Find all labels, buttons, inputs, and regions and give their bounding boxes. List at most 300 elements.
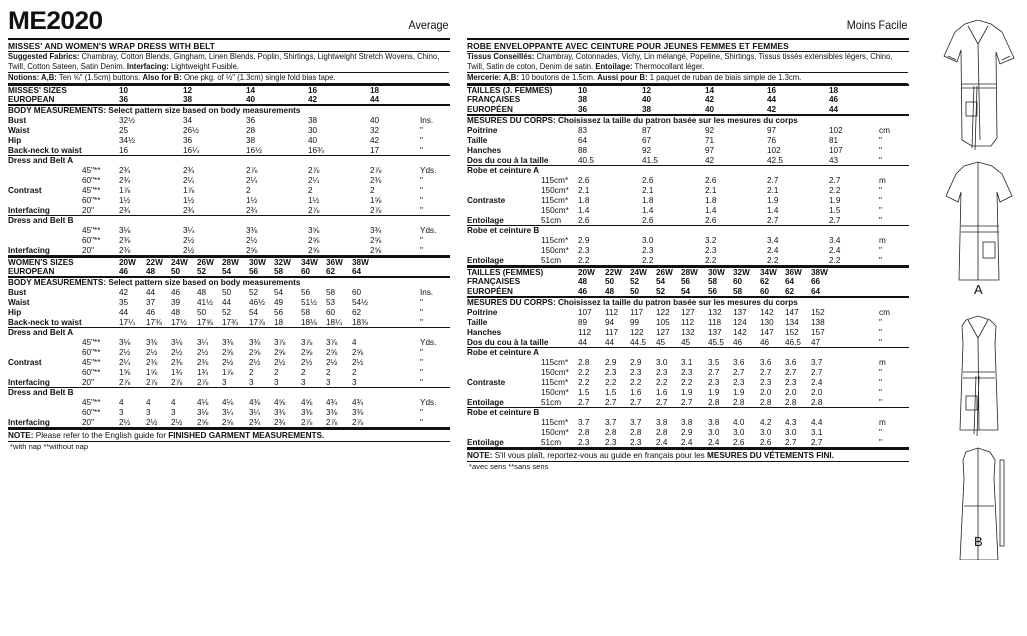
yardage-value: 3⅛ <box>171 338 183 347</box>
measurement-value: 18¼ <box>326 318 342 327</box>
yardage-value: 4⅜ <box>249 398 261 407</box>
measurement-value: 25 <box>119 126 129 135</box>
size-value: 46 <box>829 95 839 104</box>
unit-label: " <box>420 348 423 357</box>
size-value: 42 <box>767 105 777 114</box>
unit-label: " <box>420 298 423 307</box>
size-value: 50 <box>630 287 640 296</box>
yardage-heading <box>8 328 450 338</box>
measurement-row <box>467 136 909 146</box>
yardage-value: 2.2 <box>630 378 642 387</box>
unit-label: " <box>420 308 423 317</box>
measurement-value: 56 <box>301 288 311 297</box>
yardage-value: 2¾ <box>119 206 131 215</box>
yardage-value: 2.8 <box>785 398 797 407</box>
yardage-value: 2.0 <box>760 388 772 397</box>
yardage-value: 2⅞ <box>308 206 320 215</box>
fabric-width: 150cm* <box>541 186 569 195</box>
size-value: 62 <box>785 287 795 296</box>
size-value: 56 <box>249 267 259 276</box>
measurement-value: 76 <box>767 136 777 145</box>
yardage-row <box>467 246 909 256</box>
measurement-value: 132 <box>681 328 695 337</box>
yardage-value: 3⅛ <box>197 408 209 417</box>
heading-text: Robe et ceinture B <box>467 226 540 235</box>
fabric-width: 20" <box>82 418 95 427</box>
measurement-value: 117 <box>605 328 619 337</box>
yardage-row <box>8 186 450 196</box>
yardage-value: 2½ <box>246 236 258 245</box>
size-value: 10 <box>119 86 129 95</box>
size-value: 36 <box>578 105 588 114</box>
yardage-value: 2.1 <box>578 186 590 195</box>
size-value: 36W <box>785 268 802 277</box>
measurement-row <box>8 308 450 318</box>
yardage-value: 3 <box>119 408 124 417</box>
measurement-value: 124 <box>733 318 747 327</box>
measurement-value: 152 <box>785 328 799 337</box>
size-value: 36 <box>119 95 129 104</box>
also-text: 1 paquet de ruban de biais simple de 1.3cm. <box>647 73 802 82</box>
note-label: NOTE: <box>467 451 493 460</box>
measurement-value: 46½ <box>249 298 265 307</box>
yardage-row <box>8 236 450 246</box>
yardage-value: 2¼ <box>183 176 195 185</box>
yardage-value: 2.3 <box>605 438 617 447</box>
size-value: 28W <box>222 258 239 267</box>
measurement-value: 39 <box>171 298 181 307</box>
misses-size-row <box>8 95 450 105</box>
yardage-value: 1½ <box>183 196 195 205</box>
unit-label: Yds. <box>420 166 437 175</box>
measurement-value: 142 <box>733 328 747 337</box>
yardage-value: 3 <box>352 378 357 387</box>
yardage-value: 2.7 <box>829 176 841 185</box>
unit-label: " <box>879 428 882 437</box>
unit-label: " <box>879 186 882 195</box>
yardage-value: 3.6 <box>785 358 797 367</box>
size-value: 64 <box>785 277 795 286</box>
row-label: Interfacing <box>8 206 50 215</box>
yardage-value: 2.3 <box>630 368 642 377</box>
row-label: Interfacing <box>8 418 50 427</box>
measurement-value: 102 <box>767 146 781 155</box>
measurement-value: 46.5 <box>785 338 801 347</box>
yardage-value: 2½ <box>146 418 158 427</box>
measurement-value: 17 <box>370 146 380 155</box>
yardage-value: 2.3 <box>760 378 772 387</box>
yardage-value: 2.2 <box>605 378 617 387</box>
size-value: 22W <box>605 268 622 277</box>
measurement-value: 40 <box>308 136 318 145</box>
unit-label: cm <box>879 126 890 135</box>
yardage-value: 2.8 <box>733 398 745 407</box>
measurement-value: 17¾ <box>222 318 238 327</box>
note-bold: FINISHED GARMENT MEASUREMENTS. <box>168 431 325 440</box>
heading-text: BODY MEASUREMENTS: Select pattern size based on body measurements <box>8 106 301 115</box>
view-a-label: A <box>974 282 983 297</box>
yardage-value: 4.4 <box>811 418 823 427</box>
fabric-width: 45"** <box>82 166 101 175</box>
yardage-value: 2.3 <box>605 368 617 377</box>
heading-text: Robe et ceinture A <box>467 348 540 357</box>
yardage-value: 3⅛ <box>119 226 131 235</box>
fabric-width: 115cm* <box>541 418 569 427</box>
yardage-value: 2.7 <box>605 398 617 407</box>
yardage-value: 3⅞ <box>274 338 286 347</box>
notions-paragraph <box>8 73 448 84</box>
measurement-value: 35 <box>119 298 129 307</box>
measurement-value: 16½ <box>246 146 262 155</box>
heading-text: MESURES DU CORPS: Choisissez la taille du patron basée sur les mesures du corps <box>467 298 798 307</box>
measurement-value: 122 <box>656 308 670 317</box>
unit-label: " <box>879 136 882 145</box>
yardage-value: 2½ <box>171 348 183 357</box>
size-value: 50 <box>605 277 615 286</box>
yardage-value: 3 <box>222 378 227 387</box>
yardage-value: 2.1 <box>642 186 654 195</box>
size-value: 20W <box>578 268 595 277</box>
yardage-row <box>467 368 909 378</box>
notions-text: Ten ⅝" (1.5cm) buttons. <box>56 73 143 82</box>
misses-size-row <box>467 95 909 105</box>
unit-label: m <box>879 358 886 367</box>
size-value: 14 <box>246 86 256 95</box>
size-value: 18 <box>370 86 380 95</box>
yardage-value: 3⅜ <box>301 408 313 417</box>
technical-sketches <box>928 20 1023 580</box>
unit-label: " <box>420 206 423 215</box>
measurement-row <box>467 156 909 166</box>
yardage-value: 2.2 <box>656 378 668 387</box>
measurement-value: 134 <box>785 318 799 327</box>
measurement-value: 127 <box>656 328 670 337</box>
yardage-value: 2 <box>352 368 357 377</box>
yardage-value: 1.9 <box>829 196 841 205</box>
size-value: 44 <box>767 95 777 104</box>
measurement-value: 152 <box>811 308 825 317</box>
row-label: Interfacing <box>8 246 50 255</box>
measurement-value: 112 <box>578 328 592 337</box>
measurement-value: 46 <box>760 338 770 347</box>
yardage-value: 2.3 <box>705 246 717 255</box>
interfacing-text: Thermocollant léger. <box>632 62 705 71</box>
size-value: 38W <box>352 258 369 267</box>
measurement-value: 44.5 <box>630 338 646 347</box>
measurement-value: 36 <box>246 116 256 125</box>
yardage-value: 1.5 <box>829 206 841 215</box>
yardage-value: 3⅜ <box>352 408 364 417</box>
size-value: 10 <box>578 86 588 95</box>
yardage-value: 3⅝ <box>308 226 320 235</box>
yardage-value: 2.6 <box>642 216 654 225</box>
measurement-value: 89 <box>578 318 588 327</box>
unit-label: Ins. <box>420 116 434 125</box>
yardage-value: 3.7 <box>811 358 823 367</box>
notions-label: Notions: A,B: <box>8 73 57 82</box>
yardage-value: 2½ <box>183 246 195 255</box>
fabric-width: 45"** <box>82 338 101 347</box>
unit-label: " <box>879 378 882 387</box>
yardage-value: 4.3 <box>785 418 797 427</box>
yardage-value: 2.6 <box>733 438 745 447</box>
yardage-value: 3.2 <box>705 236 717 245</box>
row-label: Contrast <box>8 358 42 367</box>
yardage-value: 3⅜ <box>274 408 286 417</box>
yardage-value: 2¾ <box>183 206 195 215</box>
yardage-value: 2⅝ <box>249 348 261 357</box>
yardage-value: 2 <box>308 186 313 195</box>
measurement-value: 42 <box>119 288 129 297</box>
fabric-width: 150cm* <box>541 246 569 255</box>
yardage-value: 2⅝ <box>308 246 320 255</box>
size-value: 54 <box>222 267 232 276</box>
measurement-value: 45 <box>656 338 666 347</box>
english-column <box>8 6 450 452</box>
measurement-value: 49 <box>274 298 284 307</box>
size-value: 34W <box>301 258 318 267</box>
fabric-width: 60"** <box>82 348 101 357</box>
fabric-width: 150cm* <box>541 368 569 377</box>
yardage-value: 2.3 <box>642 246 654 255</box>
unit-label: " <box>420 378 423 387</box>
note-bold: MESURES DU VÉTEMENTS FINI. <box>707 451 834 460</box>
measurement-value: 71 <box>705 136 715 145</box>
yardage-value: 3.8 <box>656 418 668 427</box>
yardage-row <box>8 206 450 216</box>
unit-label: m <box>879 236 886 245</box>
yardage-heading <box>467 408 909 418</box>
measurement-row <box>467 146 909 156</box>
size-value: 50 <box>171 267 181 276</box>
fabric-width: 115cm* <box>541 358 569 367</box>
note-text: S'il vous plaît, reportez-vous au guide en français pour les <box>492 451 708 460</box>
yardage-value: 4¾ <box>352 398 364 407</box>
yardage-row <box>467 358 909 368</box>
measurement-value: 67 <box>642 136 652 145</box>
yardage-value: 2.8 <box>811 398 823 407</box>
yardage-value: 3 <box>249 378 254 387</box>
measurement-value: 40.5 <box>578 156 594 165</box>
size-value: 60 <box>301 267 311 276</box>
yardage-value: 2.2 <box>829 186 841 195</box>
size-value: 14 <box>705 86 715 95</box>
yardage-value: 3 <box>274 378 279 387</box>
size-value: 32W <box>274 258 291 267</box>
yardage-value: 2.3 <box>785 378 797 387</box>
women-size-row <box>8 267 450 277</box>
unit-label: " <box>879 438 882 447</box>
fabric-width: 45"** <box>82 398 101 407</box>
measurement-value: 94 <box>605 318 615 327</box>
yardage-value: 3.1 <box>811 428 823 437</box>
measurement-value: 132 <box>708 308 722 317</box>
measurement-value: 34 <box>183 116 193 125</box>
size-value: 28W <box>681 268 698 277</box>
unit-label: " <box>879 246 882 255</box>
unit-label: " <box>879 206 882 215</box>
size-value: 38W <box>811 268 828 277</box>
yardage-value: 2.2 <box>578 378 590 387</box>
measurement-value: 38 <box>246 136 256 145</box>
measurement-row <box>8 136 450 146</box>
measurement-value: 137 <box>708 328 722 337</box>
yardage-value: 2.8 <box>656 428 668 437</box>
size-value: 32W <box>733 268 750 277</box>
fabric-width: 20" <box>82 246 95 255</box>
size-value: 58 <box>733 287 743 296</box>
row-label: Entoilage <box>467 216 504 225</box>
row-label: EUROPEAN <box>8 95 55 104</box>
yardage-value: 2.6 <box>705 216 717 225</box>
measurement-value: 36 <box>183 136 193 145</box>
size-value: 46 <box>578 287 588 296</box>
size-value: 52 <box>656 287 666 296</box>
yardage-value: 2½ <box>119 348 131 357</box>
yardage-value: 3.0 <box>785 428 797 437</box>
size-tables <box>8 84 450 428</box>
yardage-value: 2.7 <box>681 398 693 407</box>
yardage-row <box>8 246 450 256</box>
yardage-value: 2⅞ <box>171 378 183 387</box>
measurement-value: 92 <box>705 126 715 135</box>
yardage-value: 2.8 <box>708 398 720 407</box>
yardage-value: 3⅜ <box>146 338 158 347</box>
measurement-value: 18 <box>274 318 284 327</box>
fabric-width: 60"** <box>82 196 101 205</box>
unit-label: " <box>879 156 882 165</box>
fabrics-text: Chambray, Cotonnades, Vichy, Lin mélangé, Popeline, Shirtings, Tissus tissés extensibles légers, Chino, Twill, Satin de coton, Denim de satin. <box>467 52 893 71</box>
yardage-value: 2.0 <box>811 388 823 397</box>
notions-text: 10 boutons de 1.5cm. <box>518 73 598 82</box>
fabric-width: 115cm* <box>541 196 569 205</box>
yardage-value: 2⅝ <box>308 236 320 245</box>
yardage-row <box>467 256 909 266</box>
measurement-value: 42 <box>705 156 715 165</box>
yardage-value: 2.8 <box>578 428 590 437</box>
row-label: Back-neck to waist <box>8 146 82 155</box>
fabrics-label: Tissus Conseillés: <box>467 52 535 61</box>
yardage-value: 2½ <box>274 358 286 367</box>
measurement-value: 42 <box>370 136 380 145</box>
row-label: Taille <box>467 136 488 145</box>
yardage-value: 3.1 <box>681 358 693 367</box>
unit-label: Yds. <box>420 338 437 347</box>
yardage-value: 2 <box>249 368 254 377</box>
fabric-width: 51cm <box>541 398 562 407</box>
yardage-value: 2.3 <box>630 438 642 447</box>
fabric-width: 45"** <box>82 226 101 235</box>
yardage-value: 2⅜ <box>119 236 131 245</box>
row-label: Hanches <box>467 328 502 337</box>
row-label: Bust <box>8 116 27 125</box>
size-value: 34W <box>760 268 777 277</box>
measurement-value: 118 <box>708 318 722 327</box>
row-label: Dos du cou à la taille <box>467 156 549 165</box>
interfacing-text: Lightweight Fusible. <box>168 62 240 71</box>
yardage-value: 3.4 <box>829 236 841 245</box>
yardage-row <box>467 236 909 246</box>
unit-label: " <box>420 136 423 145</box>
size-value: 48 <box>146 267 156 276</box>
measurement-value: 47 <box>811 338 821 347</box>
yardage-value: 1¾ <box>171 368 183 377</box>
unit-label: " <box>420 126 423 135</box>
row-label: Contrast <box>8 186 42 195</box>
size-value: 22W <box>146 258 163 267</box>
yardage-value: 1.4 <box>578 206 590 215</box>
size-value: 26W <box>197 258 214 267</box>
size-value: 58 <box>274 267 284 276</box>
size-value: 12 <box>642 86 652 95</box>
fabric-width: 60"** <box>82 368 101 377</box>
yardage-value: 3 <box>326 378 331 387</box>
yardage-value: 3⅜ <box>249 338 261 347</box>
yardage-value: 3¼ <box>222 408 234 417</box>
yardage-value: 1.9 <box>733 388 745 397</box>
yardage-value: 1⅞ <box>183 186 195 195</box>
size-value: 48 <box>605 287 615 296</box>
yardage-row <box>8 166 450 176</box>
measurement-value: 45 <box>681 338 691 347</box>
measurement-value: 46 <box>733 338 743 347</box>
note <box>8 428 450 442</box>
yardage-value: 2⅝ <box>246 246 258 255</box>
yardage-value: 2⅝ <box>370 246 382 255</box>
yardage-value: 2.6 <box>578 216 590 225</box>
yardage-value: 4⅝ <box>301 398 313 407</box>
measurement-value: 52 <box>249 288 259 297</box>
measurement-value: 30 <box>308 126 318 135</box>
women-size-row <box>467 277 909 287</box>
size-value: 18 <box>829 86 839 95</box>
yardage-value: 2 <box>246 186 251 195</box>
size-value: 16 <box>308 86 318 95</box>
size-value: 38 <box>578 95 588 104</box>
yardage-value: 4⅝ <box>274 398 286 407</box>
yardage-row <box>8 378 450 388</box>
yardage-heading <box>467 166 909 176</box>
fabric-width: 51cm <box>541 256 562 265</box>
yardage-row <box>8 368 450 378</box>
row-label: EUROPEAN <box>8 267 55 276</box>
yardage-value: 2.7 <box>630 398 642 407</box>
size-value: 16 <box>767 86 777 95</box>
yardage-value: 2½ <box>183 236 195 245</box>
body-measurements-heading <box>467 297 909 308</box>
fabrics-paragraph <box>467 52 907 73</box>
yardage-value: 2.8 <box>630 428 642 437</box>
yardage-value: 2.7 <box>785 438 797 447</box>
yardage-value: 2½ <box>119 418 131 427</box>
yardage-value: 2.4 <box>681 438 693 447</box>
interfacing-label: Entoilage: <box>595 62 633 71</box>
yardage-value: 2.7 <box>760 368 772 377</box>
yardage-value: 2½ <box>171 418 183 427</box>
row-label: Entoilage <box>467 438 504 447</box>
yardage-value: 2 <box>274 368 279 377</box>
yardage-value: 2¾ <box>246 206 258 215</box>
measurement-value: 112 <box>681 318 695 327</box>
yardage-heading <box>8 388 450 398</box>
yardage-value: 3.5 <box>708 358 720 367</box>
yardage-value: 2⅝ <box>222 418 234 427</box>
yardage-value: 4¾ <box>326 398 338 407</box>
yardage-value: 4⅛ <box>197 398 209 407</box>
size-value: 64 <box>352 267 362 276</box>
measurement-value: 137 <box>733 308 747 317</box>
yardage-value: 2 <box>370 186 375 195</box>
